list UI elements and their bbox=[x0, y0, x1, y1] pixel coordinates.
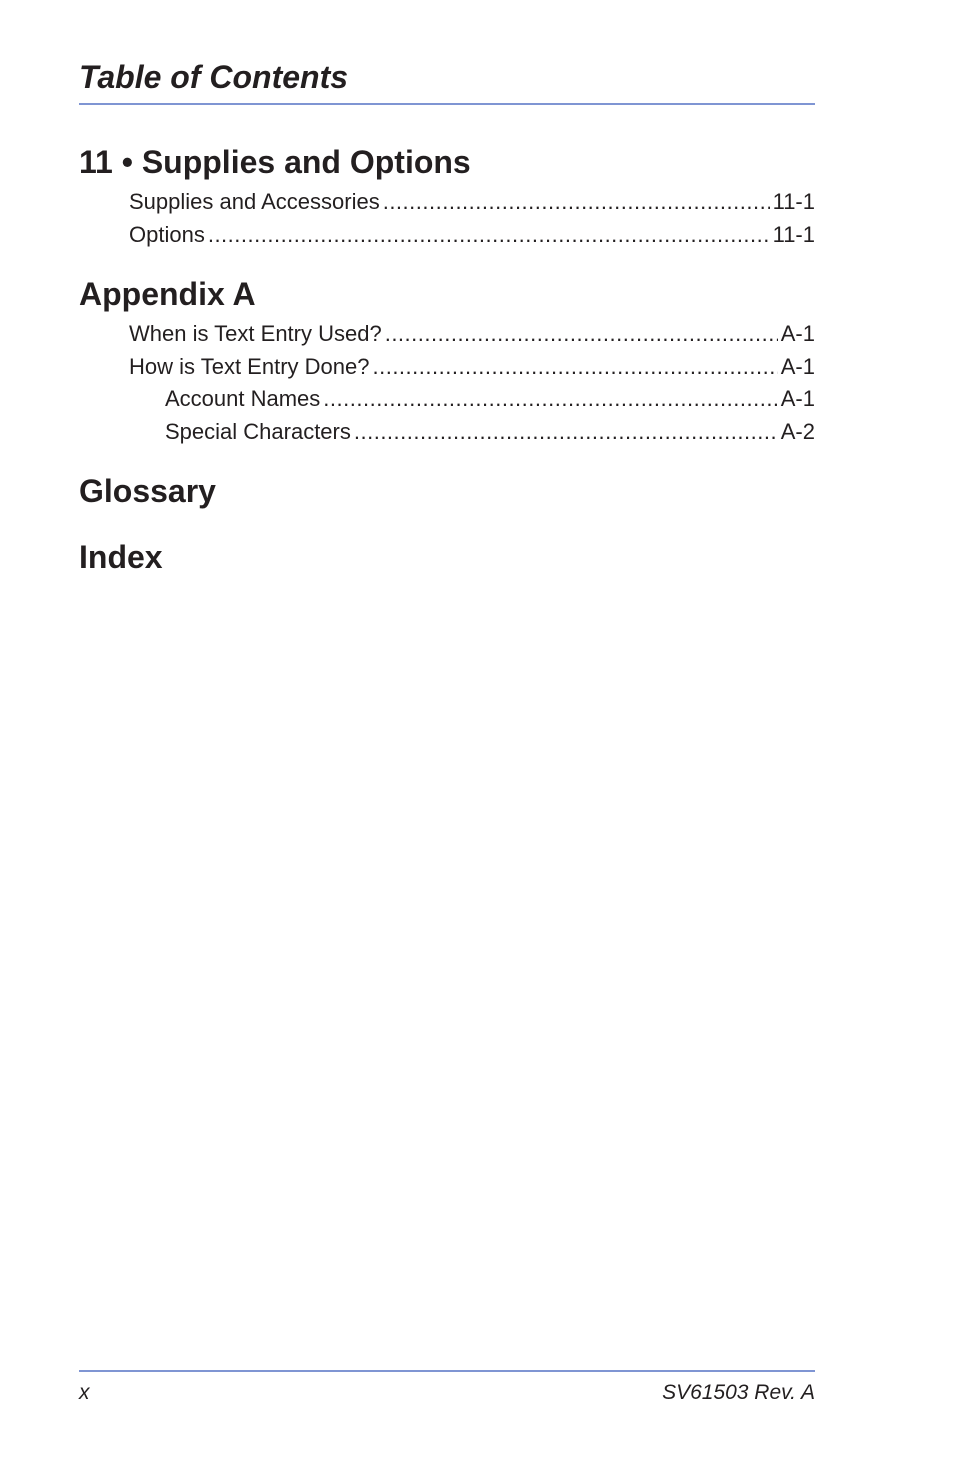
toc-entry-when-is-text-entry-used[interactable] bbox=[79, 318, 815, 351]
toc-section-index bbox=[79, 535, 815, 579]
toc-entry-list bbox=[79, 318, 815, 448]
toc-entry-title: Account Names bbox=[165, 386, 321, 411]
table-of-contents bbox=[79, 140, 815, 579]
page-footer bbox=[79, 1370, 815, 1406]
toc-entry-page: A-1 bbox=[780, 386, 815, 411]
toc-entry-page: 11-1 bbox=[772, 221, 815, 247]
document-id: SV61503 Rev. A bbox=[662, 1381, 815, 1404]
toc-entry-supplies-and-accessories[interactable] bbox=[79, 186, 815, 219]
toc-entry-title: When is Text Entry Used? bbox=[129, 321, 382, 346]
toc-entry-how-is-text-entry-done[interactable] bbox=[79, 351, 815, 384]
toc-entry-page: 11-1 bbox=[772, 189, 815, 214]
dot-leader bbox=[323, 383, 777, 416]
dot-leader bbox=[372, 351, 777, 384]
dot-leader bbox=[208, 219, 770, 252]
page-title: Table of Contents bbox=[79, 59, 349, 95]
section-heading[interactable]: Glossary bbox=[79, 473, 216, 509]
dot-leader bbox=[354, 416, 778, 449]
toc-section-appendix-a bbox=[79, 272, 815, 448]
toc-entry-page: A-1 bbox=[780, 353, 815, 379]
dot-leader bbox=[383, 186, 770, 219]
page-header bbox=[79, 57, 815, 105]
toc-entry-title: Special Characters bbox=[165, 418, 351, 444]
toc-entry-page: A-2 bbox=[780, 418, 815, 444]
toc-entry-options[interactable] bbox=[79, 219, 815, 252]
page-number: x bbox=[79, 1381, 90, 1404]
toc-section-supplies-and-options bbox=[79, 140, 815, 251]
toc-entry-special-characters[interactable] bbox=[79, 416, 815, 449]
toc-entry-page: A-1 bbox=[780, 321, 815, 346]
toc-entry-list bbox=[79, 186, 815, 251]
toc-entry-title: How is Text Entry Done? bbox=[129, 353, 370, 379]
toc-entry-account-names[interactable] bbox=[79, 383, 815, 416]
dot-leader bbox=[385, 318, 778, 351]
toc-entry-title: Supplies and Accessories bbox=[129, 189, 380, 214]
section-heading[interactable]: Appendix A bbox=[79, 276, 256, 312]
section-heading[interactable]: 11 • Supplies and Options bbox=[79, 144, 471, 180]
toc-entry-title: Options bbox=[129, 221, 205, 247]
toc-section-glossary bbox=[79, 469, 815, 513]
section-heading[interactable]: Index bbox=[79, 539, 163, 575]
